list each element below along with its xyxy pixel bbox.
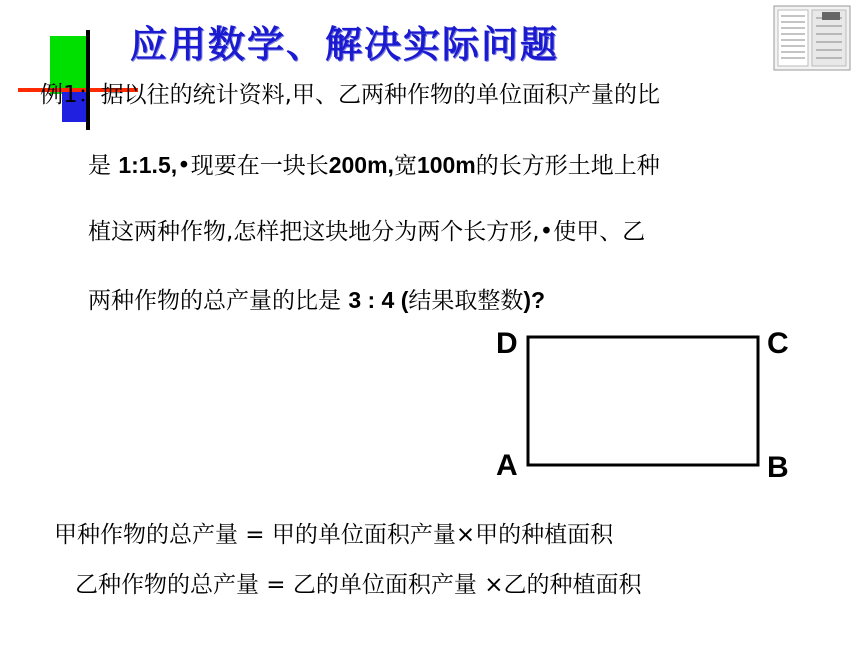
problem-text-1: 据以往的统计资料,甲、乙两种作物的单位面积产量的比 [100,82,660,108]
problem-text-2a: 是 [88,153,119,179]
problem-text-4c: 结果取整数 [408,288,524,314]
problem-text-2e: 宽 [393,153,417,179]
ratio-value: 1:1.5, [118,152,178,178]
problem-line-2 [88,147,660,180]
rectangle-diagram [490,320,800,485]
width-value: 100m [416,152,476,178]
corner-label-b: B [767,451,789,484]
problem-text-4a: 两种作物的总产量的比是 [88,288,349,314]
corner-label-a: A [496,449,518,482]
target-ratio: 3 : 4 ( [348,287,409,313]
problem-line-4 [88,282,545,315]
example-label: 例1： [40,82,101,108]
page-title: 应用数学、解决实际问题 [130,23,559,66]
problem-line-1 [40,76,660,109]
length-value: 200m, [328,152,394,178]
problem-text-3: 植这两种作物,怎样把这块地分为两个长方形,•使甲、乙 [88,219,646,245]
field-rectangle [528,337,758,465]
formula-jia: 甲种作物的总产量 = 甲的单位面积产量×甲的种植面积 [54,522,614,548]
corner-label-c: C [767,327,789,360]
problem-text-2c: •现要在一块长 [177,153,329,179]
problem-line-3 [88,213,645,246]
formula-yi: 乙种作物的总产量 = 乙的单位面积产量 ×乙的种植面积 [75,572,642,598]
problem-text-2g: 的长方形土地上种 [475,153,660,179]
corner-label-d: D [496,327,518,360]
problem-text-4d: )? [523,287,546,313]
booklet-icon [772,4,852,72]
